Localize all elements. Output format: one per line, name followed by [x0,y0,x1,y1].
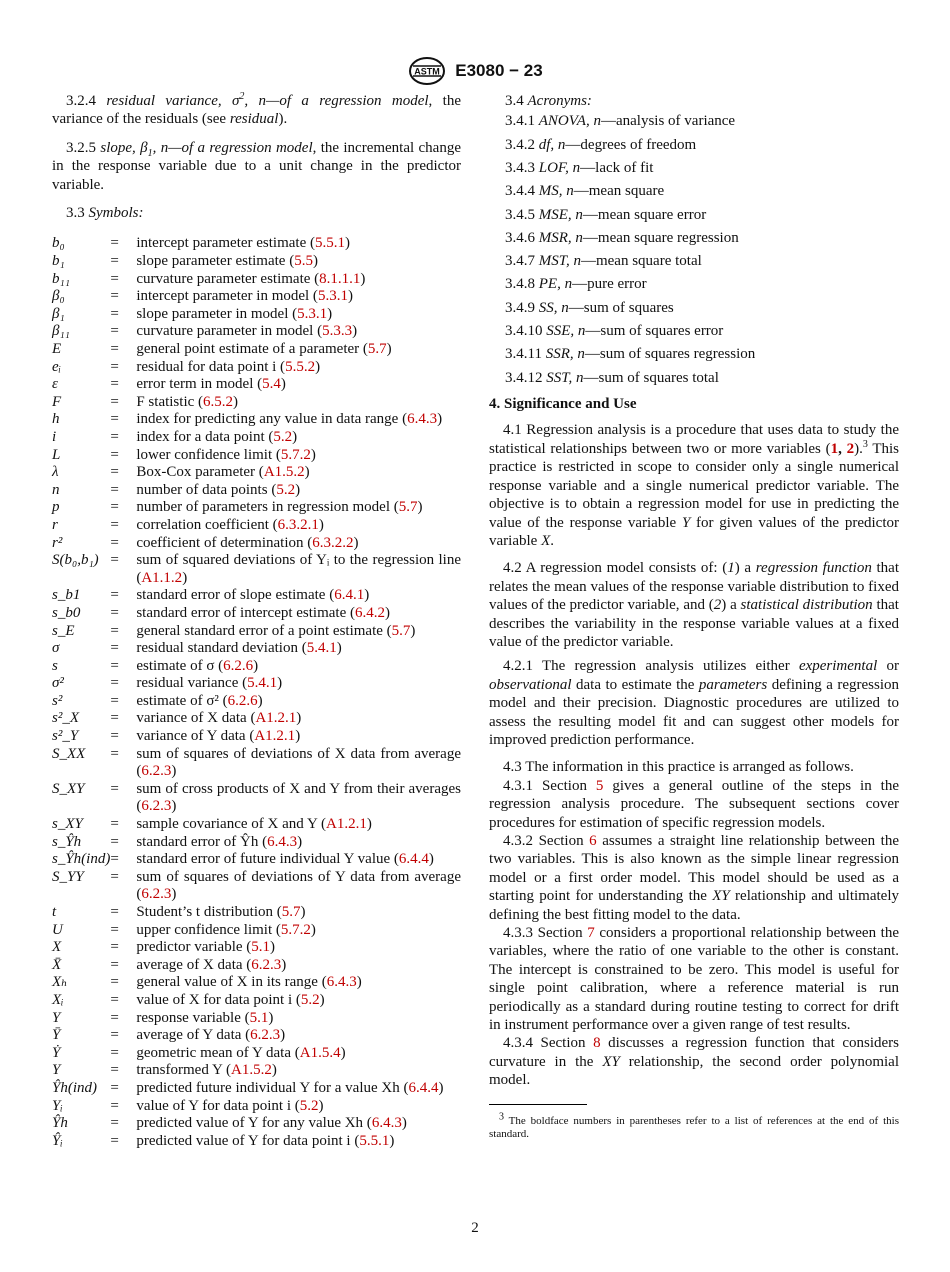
symbol: Ŷᵢ [52,1132,63,1149]
equals-sign: = [110,974,119,991]
symbol-row [52,816,461,834]
definition-3-2-4: 3.2.4 residual variance, $\sigma^2$, n—of a regression model, the variance of the residuals (see residual). [52,91,462,128]
symbol: h [52,411,60,428]
symbol-row [52,746,461,781]
section-link[interactable]: 6.4.3 [326,974,357,991]
symbol-description: index for predicting any value in data range (6.4.3) [136,411,443,428]
symbol-description: Student’s t distribution (5.7) [136,904,306,920]
symbol: Y [52,1009,61,1026]
document-id: E3080 − 23 [455,61,543,80]
symbol-row [52,271,461,289]
symbol: S_XY [52,780,85,797]
section-link[interactable]: 6.5.2 [203,393,234,410]
symbol-description: lower confidence limit (5.7.2) [136,446,316,463]
symbol: s² [52,692,63,709]
symbol-row [52,658,461,676]
section-link[interactable]: 6.2.6 [227,692,258,709]
symbol-row [52,464,461,482]
equals-sign: = [110,270,119,287]
equals-sign: = [110,956,119,973]
equals-sign: = [110,833,119,850]
section-link[interactable]: 5.3.1 [297,305,328,322]
symbol-description: geometric mean of Y data (A1.5.4) [136,1044,346,1061]
section-link[interactable]: 6.2.3 [141,886,172,903]
section-link[interactable]: 5.7.2 [280,921,311,938]
section-link[interactable]: 5.7 [398,499,418,516]
equals-sign: = [110,376,119,393]
acronym-item: 3.4.5 MSE, n—mean square error [505,206,707,223]
section-link[interactable]: 6.2.3 [141,798,172,815]
right-column [489,92,899,1148]
symbol: Y [52,1062,61,1079]
reference-link[interactable]: 1 [830,440,839,457]
symbol-description: residual variance (5.4.1) [136,675,283,692]
symbol-description: sample covariance of X and Y (A1.2.1) [136,816,372,833]
symbol-description: number of parameters in regression model (5.7) [136,499,423,516]
section-link[interactable]: 5.2 [273,428,293,445]
symbol: s_Ŷh(ind) [52,851,111,868]
symbol-description: predicted value of Y for data point i (5.5.1) [136,1132,395,1149]
equals-sign: = [110,816,119,833]
acronym-item: 3.4.4 MS, n—mean square [505,183,665,200]
section-link[interactable]: 5.4.1 [247,675,278,692]
section-link[interactable]: 6.4.3 [267,833,298,850]
symbol-description: standard error of future individual Y value (6.4.4) [136,851,434,868]
symbol-row [52,623,461,641]
section-link[interactable]: 6.4.3 [371,1115,402,1132]
section-link[interactable]: 6.2.3 [251,956,282,973]
symbol: p [52,499,60,516]
symbol-row [52,517,461,535]
equals-sign: = [110,1079,119,1096]
para-4-3: 4.3 The information in this practice is arranged as follows. [503,759,854,776]
symbol: L [52,446,61,463]
section-4-heading: 4. Significance and Use [489,396,637,413]
equals-sign: = [110,604,119,621]
symbols-heading: 3.3 Symbols: [66,205,144,222]
section-link[interactable]: 5.1 [251,939,271,956]
equals-sign: = [110,728,119,745]
symbol: Xₕ [52,974,68,991]
symbol: s_XY [52,816,83,833]
symbol-row [52,834,461,852]
acronym-item: 3.4.9 SS, n—sum of squares [505,299,674,316]
symbol: r² [52,534,63,551]
equals-sign: = [110,341,119,357]
symbol-row [52,957,461,975]
symbol-description: correlation coefficient (6.3.2.1) [136,516,324,533]
symbol: r [52,516,58,533]
symbol-description: value of Y for data point i (5.2) [136,1097,324,1114]
astm-logo-icon [407,56,447,86]
symbol-row [52,1098,461,1116]
section-link[interactable]: 6.4.2 [355,604,385,621]
symbol: Xᵢ [52,991,64,1008]
symbol-description: intercept parameter estimate (5.5.1) [136,235,350,252]
symbol-row [52,359,461,377]
section-link[interactable]: 7 [587,925,595,942]
symbol-description: sum of squares of deviations of Y data from average (6.2.3) [136,868,461,903]
symbol: S_XX [52,745,86,762]
symbol-row [52,904,461,922]
acronym-list [489,112,899,387]
symbol-row [52,535,461,553]
equals-sign: = [110,534,119,551]
section-link[interactable]: 5 [595,777,604,794]
para-4-2-1: 4.2.1 The regression analysis utilizes either experimental or observational data to estimate the parameters defining a regression model and their precision. Diagnostic procedures are utilized to assess the resulting model fit and can suggest other models for improved prediction performance. [489,658,899,748]
section-link[interactable]: 5.3.1 [317,288,348,305]
symbol-description: variance of X data (A1.2.1) [136,710,302,727]
equals-sign: = [110,481,119,498]
symbol-row [52,1115,461,1133]
symbol-row [52,429,461,447]
section-link[interactable]: A1.2.1 [325,816,367,833]
svg-text:ASTM: ASTM [414,66,441,77]
symbol-row [52,851,461,869]
section-link[interactable]: A1.2.1 [254,728,296,745]
symbol-row [52,1133,461,1151]
symbol-description: general standard error of a point estimate (5.7) [136,622,416,639]
equals-sign: = [110,1062,119,1079]
symbol: s_b0 [52,604,81,621]
symbol: s [52,657,58,674]
section-link[interactable]: 5.7.2 [280,446,311,463]
equals-sign: = [110,428,119,445]
symbol-row [52,323,461,341]
symbol: b₁₁ [52,270,70,287]
equals-sign: = [110,552,119,569]
symbol-row [52,394,461,412]
equals-sign: = [110,446,119,463]
symbol: X [52,939,62,956]
symbol-description: standard error of intercept estimate (6.4.2) [136,604,390,621]
symbol: n [52,481,60,498]
section-link[interactable]: 5.4 [262,376,281,393]
section-link[interactable]: A1.2.1 [255,710,297,727]
symbol-row [52,499,461,517]
symbol: b₁ [52,253,65,270]
symbol-description: residual for data point i (5.5.2) [136,358,321,375]
symbol-row [52,587,461,605]
definition-3-2-5: 3.2.5 slope, $\beta_1$, n—of a regression model, the incremental change in the response variable due to a unit change in the predictor variable. [52,139,461,193]
equals-sign: = [110,868,119,885]
symbol: β₀ [52,288,65,305]
symbol-row [52,693,461,711]
symbol-description: intercept parameter in model (5.3.1) [136,288,353,305]
symbol-description: index for a data point (5.2) [136,428,298,445]
symbol-row [52,288,461,306]
footnote-3: $^3$ The boldface numbers in parentheses refer to a list of references at the end of this standard. [489,1111,899,1141]
equals-sign: = [110,640,119,657]
symbol: λ [52,464,59,481]
symbol-row [52,306,461,324]
symbol-row [52,728,461,746]
equals-sign: = [110,1132,119,1149]
symbol-description: predictor variable (5.1) [136,939,276,956]
symbol-description: transformed Y (A1.5.2) [136,1062,277,1079]
symbol-row [52,1062,461,1080]
symbol-description: upper confidence limit (5.7.2) [136,921,316,938]
acronym-item: 3.4.8 PE, n—pure error [505,276,647,293]
equals-sign: = [110,745,119,762]
section-link[interactable]: A1.1.2 [141,569,183,586]
equals-sign: = [110,1027,119,1044]
acronyms-heading: 3.4 Acronyms: [505,93,592,109]
symbol-row [52,341,461,359]
symbol-description: sum of cross products of X and Y from their averages (6.2.3) [136,780,461,815]
equals-sign: = [110,288,119,305]
symbol: s_E [52,622,75,639]
symbol: s²_X [52,710,79,727]
equals-sign: = [110,499,119,516]
section-link[interactable]: 5.2 [299,1097,319,1114]
symbol-description: curvature parameter estimate (8.1.1.1) [136,270,366,287]
symbol-row [52,974,461,992]
para-4-2: 4.2 A regression model consists of: (1) a regression function that relates the mean values of the response variable distribution to fixed values of the predictor variable, and (2) a statistical distribution that describes the variability in the response variable values at a fixed value of the predictor variable. [489,560,899,650]
symbol-row [52,992,461,1010]
equals-sign: = [110,587,119,604]
section-link[interactable]: 5.3.3 [322,323,353,340]
symbol: σ [52,640,60,657]
symbol: Ẏ [52,1044,61,1061]
symbol: Yᵢ [52,1097,63,1114]
equals-sign: = [110,692,119,709]
symbol: Ȳ [52,1027,61,1044]
symbol: eᵢ [52,358,62,375]
section-link[interactable]: 6.4.4 [398,851,429,868]
section-link[interactable]: 5.2 [300,991,320,1008]
acronym-item: 3.4.7 MST, n—mean square total [505,253,702,270]
equals-sign: = [110,393,119,410]
equals-sign: = [110,657,119,674]
symbol-description: F statistic (6.5.2) [136,393,239,410]
equals-sign: = [110,991,119,1008]
equals-sign: = [110,516,119,533]
symbol-row [52,552,461,587]
section-link[interactable]: 5.7 [367,341,387,357]
section-link[interactable]: 5.5.1 [315,235,345,252]
symbol-description: variance of Y data (A1.2.1) [136,728,301,745]
symbol-row [52,482,461,500]
symbol-row [52,235,461,253]
acronym-item: 3.4.11 SSR, n—sum of squares regression [505,346,756,363]
symbol-row [52,1027,461,1045]
equals-sign: = [110,253,119,270]
acronym-item: 3.4.1 ANOVA, n—analysis of variance [505,113,736,130]
symbol: S_YY [52,868,84,885]
symbol: X̄ [52,956,62,973]
symbol: s²_Y [52,728,79,745]
symbol-description: error term in model (5.4) [136,376,286,393]
symbol-row [52,411,461,429]
acronym-item: 3.4.12 SST, n—sum of squares total [505,369,719,386]
equals-sign: = [110,675,119,692]
section-link[interactable]: 6.2.3 [141,763,172,780]
section-link[interactable]: 6.3.2.2 [312,534,354,551]
section-link[interactable]: 6 [589,833,597,850]
section-link[interactable]: 5.7 [391,622,411,639]
symbol: E [52,341,62,357]
equals-sign: = [110,710,119,727]
symbol-description: sum of squared deviations of Yᵢ to the regression line (A1.1.2) [136,552,461,586]
symbol-description: general value of X in its range (6.4.3) [136,974,362,991]
section-link[interactable]: A1.5.2 [231,1062,272,1079]
acronym-item: 3.4.3 LOF, n—lack of fit [505,160,654,176]
equals-sign: = [110,921,119,938]
section-link[interactable]: 5.1 [249,1009,269,1026]
symbol-row [52,376,461,394]
symbol: i [52,428,57,445]
symbol-description: average of X data (6.2.3) [136,956,287,973]
symbol-description: predicted value of Y for any value Xh (6.4.3) [136,1115,407,1132]
symbol-description: Box-Cox parameter (A1.5.2) [136,464,310,481]
equals-sign: = [110,411,119,428]
equals-sign: = [110,1044,119,1061]
symbol-row [52,1010,461,1028]
section-link[interactable]: 5.2 [276,481,296,498]
reference-link[interactable]: 2 [846,440,855,457]
section-link[interactable]: 6.4.3 [407,411,438,428]
symbol: β₁ [52,305,65,322]
symbol-row [52,922,461,940]
equals-sign: = [110,358,119,375]
acronym-item: 3.4.6 MSR, n—mean square regression [505,229,739,246]
symbol-description: estimate of σ² (6.2.6) [136,692,263,709]
equals-sign: = [110,904,119,920]
left-column [52,92,461,1150]
equals-sign: = [110,780,119,797]
symbol-description: slope parameter in model (5.3.1) [136,305,333,322]
symbol-row [52,939,461,957]
page-header [0,56,950,86]
symbol-row [52,605,461,623]
footnote-divider [489,1104,587,1105]
section-link[interactable]: 5.5 [294,253,313,270]
symbol: s_b1 [52,587,81,604]
section-link[interactable]: 8.1.1.1 [319,270,361,287]
section-link[interactable]: 6.2.6 [223,657,254,674]
symbol-row [52,675,461,693]
symbol: σ² [52,675,64,692]
symbol-row [52,710,461,728]
symbols-table [52,235,461,1150]
acronym-item: 3.4.10 SSE, n—sum of squares error [505,323,724,340]
symbol-description: number of data points (5.2) [136,481,301,498]
section-link[interactable]: 5.5.1 [359,1132,390,1149]
section-link[interactable]: 6.2.3 [250,1027,281,1044]
para-4-1: 4.1 Regression analysis is a procedure that uses data to study the statistical relationships between two or more variables (1, 2).$^3$ This practice is restricted in scope to consider only a single numerical response variable and a single numerical predictor variable. The objective is to obtain a regression model for use in predicting the value of the response variable Y for given values of the predictor variable X. [489,422,900,549]
symbol-description: standard error of slope estimate (6.4.1) [136,587,370,604]
symbol-description: sum of squares of deviations of X data from average (6.2.3) [136,745,461,780]
para-4-3-2: 4.3.2 Section 6 assumes a straight line relationship between the two variables. This is also known as the simple linear regression model or a first order model. This model should be used as a starting point for understanding the XY relationship and ultimately defining the best fitting model to the data. [489,833,899,923]
symbol-row [52,1045,461,1063]
symbol-row [52,1080,461,1098]
symbol-description: residual standard deviation (5.4.1) [136,640,342,657]
para-4-3-1: 4.3.1 Section 5 gives a general outline of the steps in the regression analysis procedure. The subsequent sections cover procedures for estimation of specific regression models. [489,777,899,831]
symbol-row [52,869,461,904]
para-4-3-3: 4.3.3 Section 7 considers a proportional relationship between the variables, where the ratio of one variable to the other is constant. The intercept is constrained to be zero. This model is useful for single point calibration, where a reference material is run periodically as a standard during routine testing to correct for drift in instrument performance over a given range of test results. [489,925,900,1034]
equals-sign: = [110,1115,119,1132]
symbol-row [52,253,461,271]
symbol-row [52,447,461,465]
acronym-item: 3.4.2 df, n—degrees of freedom [505,136,697,153]
symbol-description: average of Y data (6.2.3) [136,1027,286,1044]
symbol: β₁₁ [52,323,70,340]
section-link[interactable]: 6.4.1 [334,587,365,604]
symbol-row [52,781,461,816]
symbol-description: curvature parameter in model (5.3.3) [136,323,358,340]
equals-sign: = [110,464,119,481]
equals-sign: = [110,622,119,639]
section-link[interactable]: A1.5.2 [263,464,305,481]
equals-sign: = [110,1097,119,1114]
equals-sign: = [110,235,119,252]
symbol-row [52,640,461,658]
section-link[interactable]: A1.5.4 [299,1044,341,1061]
symbol: s_Ŷh [52,833,82,850]
equals-sign: = [110,305,119,322]
section-link[interactable]: 6.3.2.1 [277,516,319,533]
symbol: Ŷh(ind) [52,1079,97,1096]
equals-sign: = [110,939,119,956]
symbol: ε [52,376,58,393]
section-link[interactable]: 6.4.4 [408,1079,439,1096]
section-link[interactable]: 5.5.2 [285,358,316,375]
symbol-description: standard error of Ŷh (6.4.3) [136,833,303,850]
symbol-description: estimate of σ (6.2.6) [136,657,259,674]
symbol-description: predicted future individual Y for a value Xh (6.4.4) [136,1079,444,1096]
symbol: U [52,921,63,938]
symbol-description: response variable (5.1) [136,1009,274,1026]
equals-sign: = [110,323,119,340]
para-4-3-4: 4.3.4 Section 8 discusses a regression function that considers curvature in the XY relationship, the second order polynomial model. [489,1035,899,1089]
equals-sign: = [110,1009,119,1026]
symbol-description: slope parameter estimate (5.5) [136,253,318,270]
symbol: t [52,904,57,920]
symbol: Ŷh [52,1115,68,1132]
symbol: F [52,393,62,410]
symbol-description: coefficient of determination (6.3.2.2) [136,534,359,551]
section-link[interactable]: 5.4.1 [306,640,337,657]
symbol: b₀ [52,235,65,252]
symbol-description: value of X for data point i (5.2) [136,991,325,1008]
section-link[interactable]: 8 [593,1035,601,1052]
page-number: 2 [471,1220,479,1236]
symbol-description: general point estimate of a parameter (5.7) [136,341,392,357]
equals-sign: = [110,851,119,868]
section-link[interactable]: 5.7 [281,904,301,920]
symbol: S(b₀,b₁) [52,552,99,569]
